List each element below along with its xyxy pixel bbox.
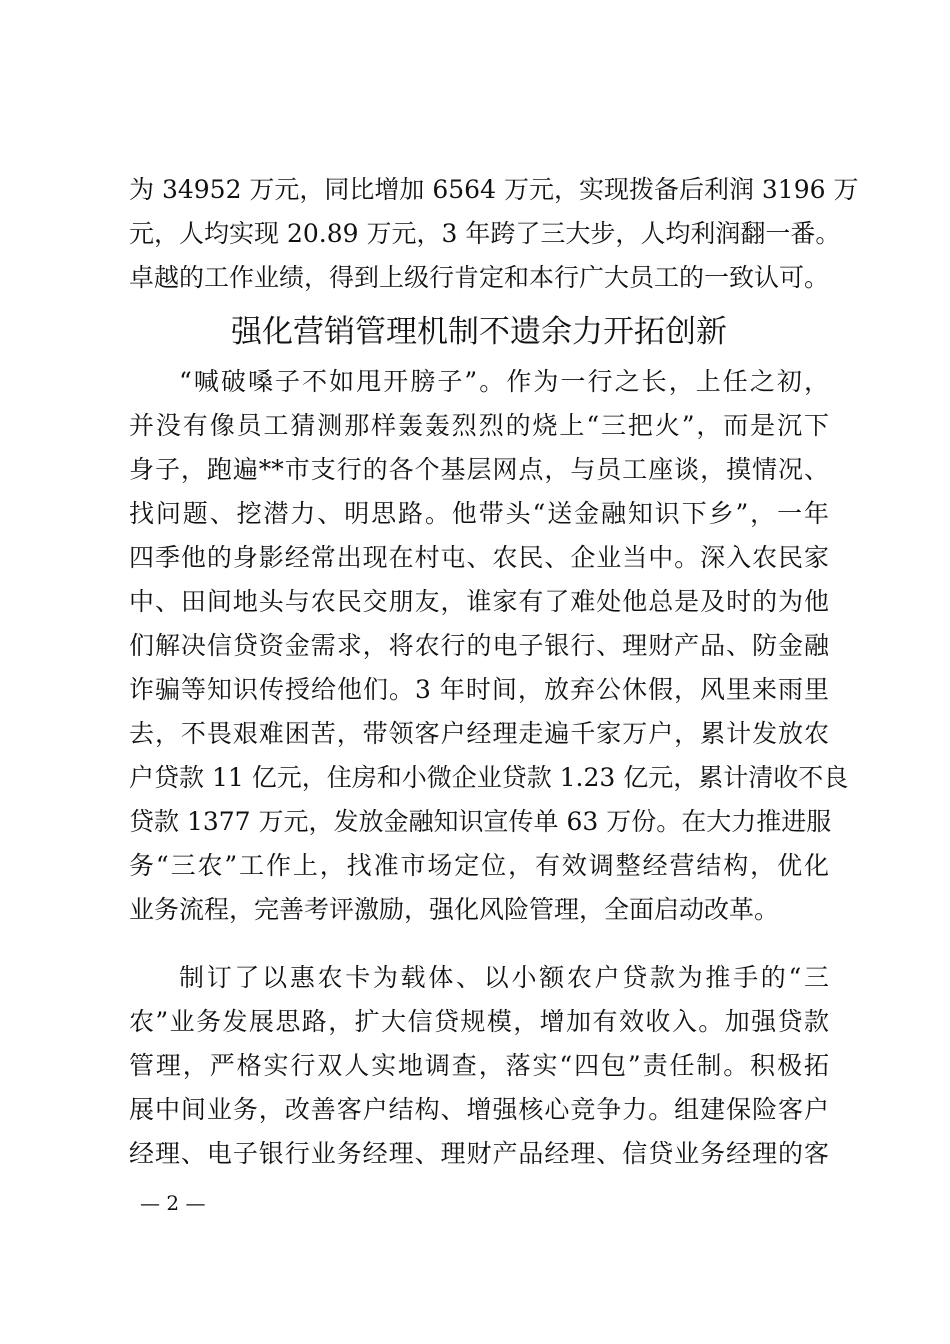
text-line: 们解决信贷资金需求，将农行的电子银行、理财产品、防金融 <box>129 631 829 660</box>
text-line: 业务流程，完善考评激励，强化风险管理，全面启动改革。 <box>129 895 780 924</box>
text-line: 为 34952 万元，同比增加 6564 万元，实现拨备后利润 3196 万 <box>129 175 859 204</box>
text-line: 贷款 1377 万元，发放金融知识宣传单 63 万份。在大力推进服 <box>129 807 832 836</box>
page-number: — 2 — <box>140 1191 206 1215</box>
text-line: 中、田间地头与农民交朋友，谁家有了难处他总是及时的为他 <box>129 587 829 616</box>
text-line: 元，人均实现 20.89 万元，3 年跨了三大步，人均利润翻一番。 <box>129 219 841 248</box>
paragraph-2 <box>129 360 849 932</box>
text-line: 去，不畏艰难困苦，带领客户经理走遍千家万户，累计发放农 <box>129 719 829 748</box>
text-line: 户贷款 11 亿元，住房和小微企业贷款 1.23 亿元，累计清收不良 <box>129 763 849 792</box>
text-line: “喊破嗓子不如甩开膀子”。作为一行之长，上任之初， <box>179 367 829 396</box>
text-line: 管理，严格实行双人实地调查，落实“四包”责任制。积极拓 <box>129 1051 829 1080</box>
section-heading: 强化营销管理机制不遗余力开拓创新 <box>231 314 727 350</box>
text-line: 制订了以惠农卡为载体、以小额农户贷款为推手的“三 <box>179 963 829 992</box>
paragraph-3 <box>129 956 829 1176</box>
text-line: 卓越的工作业绩，得到上级行肯定和本行广大员工的一致认可。 <box>129 263 830 292</box>
text-line: 四季他的身影经常出现在村屯、农民、企业当中。深入农民家 <box>129 543 829 572</box>
text-line: 经理、电子银行业务经理、理财产品经理、信贷业务经理的客 <box>129 1139 829 1168</box>
text-line: 农”业务发展思路，扩大信贷规模，增加有效收入。加强贷款 <box>129 1007 829 1036</box>
text-line: 展中间业务，改善客户结构、增强核心竞争力。组建保险客户 <box>129 1095 829 1124</box>
text-line: 务“三农”工作上，找准市场定位，有效调整经营结构，优化 <box>129 851 829 880</box>
text-line: 诈骗等知识传授给他们。3 年时间，放弃公休假，风里来雨里 <box>129 675 829 704</box>
text-line: 并没有像员工猜测那样轰轰烈烈的烧上“三把火”，而是沉下 <box>129 411 829 440</box>
text-line: 身子，跑遍**市支行的各个基层网点，与员工座谈，摸情况、 <box>129 455 829 484</box>
paragraph-top <box>129 168 859 300</box>
text-line: 找问题、挖潜力、明思路。他带头“送金融知识下乡”，一年 <box>129 499 829 528</box>
